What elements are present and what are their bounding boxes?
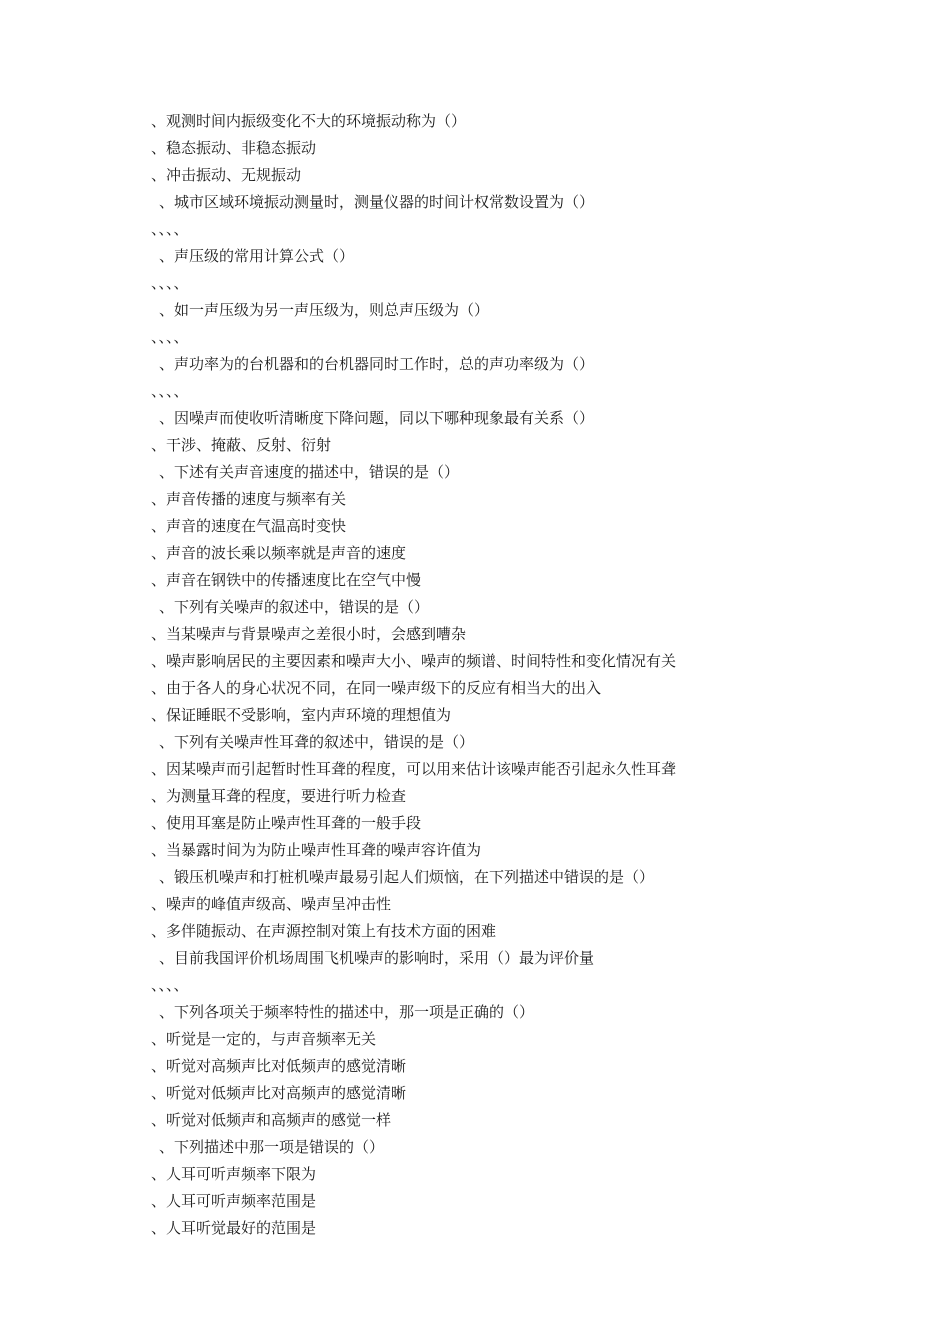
- text-line: 、听觉对低频声和高频声的感觉一样: [151, 1111, 392, 1129]
- text-line: 、当某噪声与背景噪声之差很小时，会感到嘈杂: [151, 625, 467, 643]
- text-line: 、由于各人的身心状况不同，在同一噪声级下的反应有相当大的出入: [151, 679, 602, 697]
- text-line: 、如一声压级为另一声压级为，则总声压级为（）: [159, 301, 490, 319]
- text-line: 、、、、: [151, 328, 189, 346]
- text-line: 、噪声的峰值声级高、噪声呈冲击性: [151, 895, 392, 913]
- text-line: 、当暴露时间为为防止噪声性耳聋的噪声容许值为: [151, 841, 482, 859]
- text-line: 、人耳可听声频率下限为: [151, 1165, 317, 1183]
- text-line: 、、、、: [151, 274, 189, 292]
- text-line: 、、、、: [151, 382, 189, 400]
- text-line: 、干涉、掩蔽、反射、衍射: [151, 436, 332, 454]
- text-line: 、下列有关噪声的叙述中，错误的是（）: [159, 598, 430, 616]
- text-line: 、冲击振动、无规振动: [151, 166, 302, 184]
- text-line: 、下列描述中那一项是错误的（）: [159, 1138, 385, 1156]
- text-line: 、使用耳塞是防止噪声性耳聋的一般手段: [151, 814, 422, 832]
- text-line: 、观测时间内振级变化不大的环境振动称为（）: [151, 112, 467, 130]
- text-line: 、下列各项关于频率特性的描述中，那一项是正确的（）: [159, 1003, 535, 1021]
- text-line: 、人耳听觉最好的范围是: [151, 1219, 317, 1237]
- text-line: 、听觉是一定的，与声音频率无关: [151, 1030, 377, 1048]
- text-line: 、保证睡眠不受影响，室内声环境的理想值为: [151, 706, 452, 724]
- text-line: 、下述有关声音速度的描述中，错误的是（）: [159, 463, 460, 481]
- text-line: 、听觉对高频声比对低频声的感觉清晰: [151, 1057, 407, 1075]
- text-line: 、声压级的常用计算公式（）: [159, 247, 355, 265]
- text-line: 、锻压机噪声和打桩机噪声最易引起人们烦恼，在下列描述中错误的是（）: [159, 868, 655, 886]
- text-line: 、声功率为的台机器和的台机器同时工作时，总的声功率级为（）: [159, 355, 595, 373]
- text-line: 、稳态振动、非稳态振动: [151, 139, 317, 157]
- text-line: 、听觉对低频声比对高频声的感觉清晰: [151, 1084, 407, 1102]
- document-body: [151, 108, 911, 1242]
- text-line: 、因噪声而使收听清晰度下降问题，同以下哪种现象最有关系（）: [159, 409, 595, 427]
- text-line: 、声音的速度在气温高时变快: [151, 517, 347, 535]
- text-line: 、因某噪声而引起暂时性耳聋的程度，可以用来估计该噪声能否引起永久性耳聋: [151, 760, 677, 778]
- text-line: 、噪声影响居民的主要因素和噪声大小、噪声的频谱、时间特性和变化情况有关: [151, 652, 677, 670]
- text-line: 、目前我国评价机场周围飞机噪声的影响时，采用（）最为评价量: [159, 949, 595, 967]
- text-line: 、声音传播的速度与频率有关: [151, 490, 347, 508]
- text-line: 、多伴随振动、在声源控制对策上有技术方面的困难: [151, 922, 497, 940]
- text-line: 、、、、: [151, 976, 189, 994]
- text-line: 、、、、: [151, 220, 189, 238]
- text-line: 、下列有关噪声性耳聋的叙述中，错误的是（）: [159, 733, 475, 751]
- text-line: 、声音的波长乘以频率就是声音的速度: [151, 544, 407, 562]
- text-line: 、人耳可听声频率范围是: [151, 1192, 317, 1210]
- text-line: 、声音在钢铁中的传播速度比在空气中慢: [151, 571, 422, 589]
- text-line: 、城市区域环境振动测量时，测量仪器的时间计权常数设置为（）: [159, 193, 595, 211]
- text-line: 、为测量耳聋的程度，要进行听力检查: [151, 787, 407, 805]
